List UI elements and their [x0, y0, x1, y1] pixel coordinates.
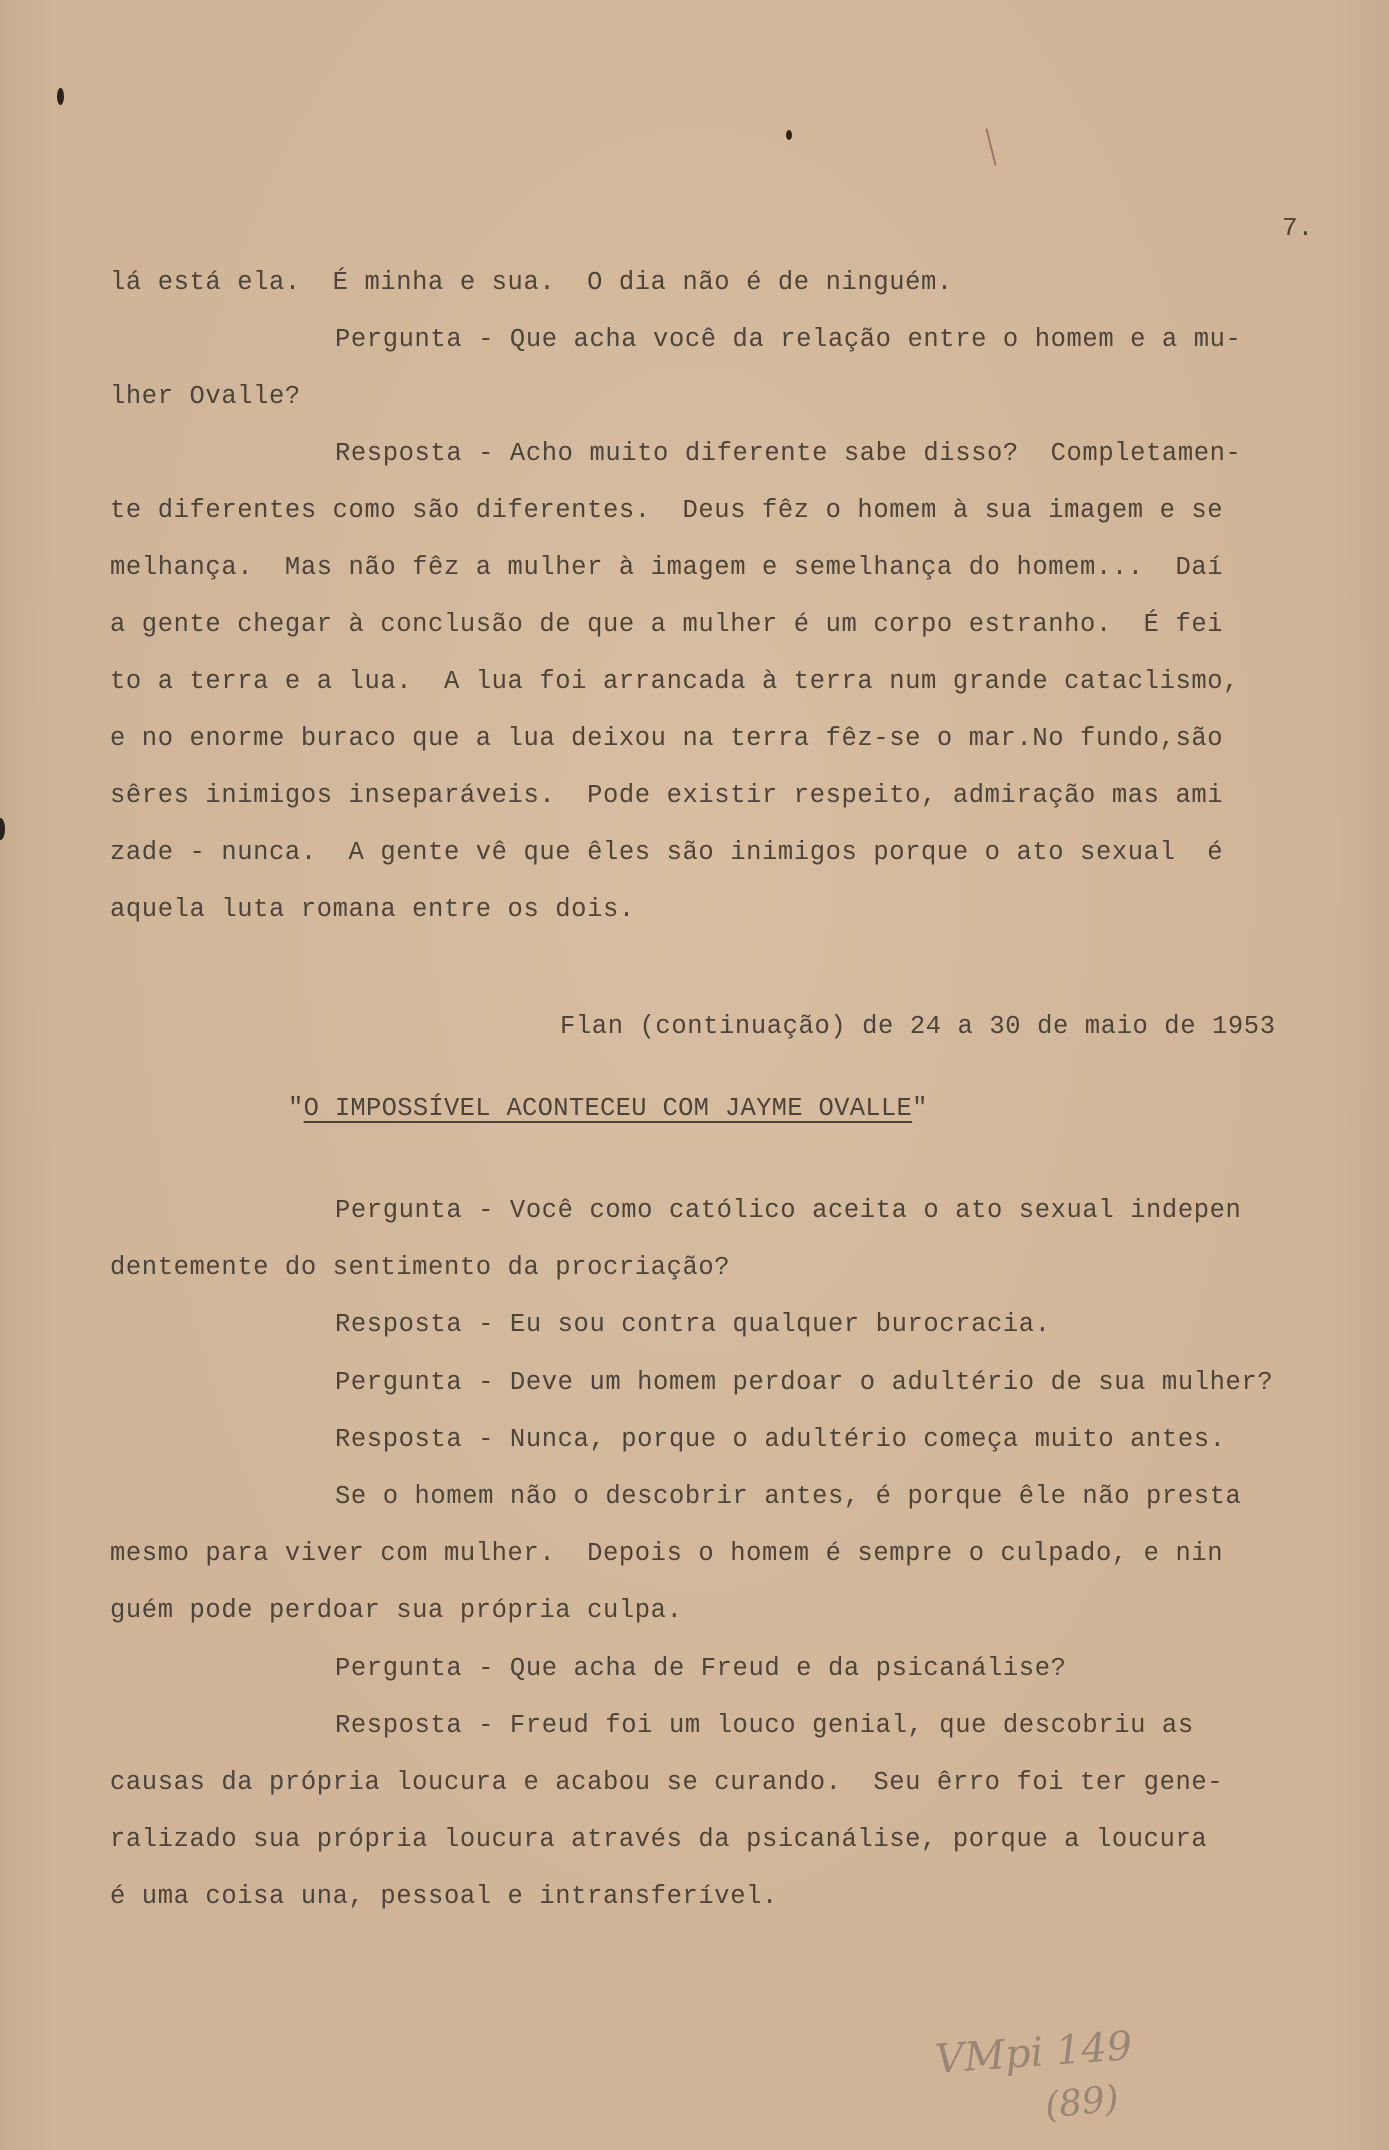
answer-line: melhança. Mas não fêz a mulher à imagem e semelhança do homem... Daí — [110, 553, 1224, 582]
title-open-quote: " — [288, 1094, 304, 1123]
paragraph-line: lá está ela. É minha e sua. O dia não é de ninguém. — [110, 268, 953, 297]
answer-line: sêres inimigos inseparáveis. Pode existir respeito, admiração mas ami — [110, 781, 1224, 810]
answer-line: te diferentes como são diferentes. Deus fêz o homem à sua imagem e se — [110, 496, 1224, 525]
interview-line: Resposta - Eu sou contra qualquer burocracia. — [335, 1310, 1051, 1339]
interview-line: Resposta - Freud foi um louco genial, que descobriu as — [335, 1711, 1194, 1740]
answer-line: aquela luta romana entre os dois. — [110, 895, 635, 924]
answer-line: to a terra e a lua. A lua foi arrancada à terra num grande cataclismo, — [110, 667, 1240, 696]
interview-line: causas da própria loucura e acabou se curando. Seu êrro foi ter gene- — [110, 1768, 1224, 1797]
question-line: Pergunta - Que acha você da relação entre o homem e a mu- — [335, 325, 1242, 354]
interview-line: dentemente do sentimento da procriação? — [110, 1253, 731, 1282]
answer-line: a gente chegar à conclusão de que a mulher é um corpo estranho. É fei — [110, 610, 1224, 639]
interview-line: Pergunta - Você como católico aceita o ato sexual indepen — [335, 1196, 1242, 1225]
source-citation: Flan (continuação) de 24 a 30 de maio de 1953 — [560, 1012, 1276, 1041]
article-title — [288, 1094, 928, 1123]
interview-line: é uma coisa una, pessoal e intransferível. — [110, 1882, 778, 1911]
interview-line: guém pode perdoar sua própria culpa. — [110, 1596, 683, 1625]
archive-annotation-sub: (89) — [1043, 2078, 1121, 2127]
paper-blemish — [0, 818, 5, 840]
interview-line: mesmo para viver com mulher. Depois o homem é sempre o culpado, e nin — [110, 1539, 1224, 1568]
archive-annotation: VMpi 149 — [933, 2023, 1134, 2083]
answer-line: zade - nunca. A gente vê que êles são inimigos porque o ato sexual é — [110, 838, 1224, 867]
title-close-quote: " — [912, 1094, 928, 1123]
question-line: lher Ovalle? — [110, 382, 301, 411]
interview-line: Pergunta - Que acha de Freud e da psicanálise? — [335, 1654, 1067, 1683]
interview-line: Resposta - Nunca, porque o adultério começa muito antes. — [335, 1425, 1226, 1454]
answer-line: e no enorme buraco que a lua deixou na terra fêz-se o mar.No fundo,são — [110, 724, 1224, 753]
interview-line: Se o homem não o descobrir antes, é porque êle não presta — [335, 1482, 1242, 1511]
page-number: 7. — [1282, 213, 1314, 243]
paper-scratch — [985, 128, 996, 165]
paper-blemish — [57, 88, 64, 105]
interview-line: ralizado sua própria loucura através da psicanálise, porque a loucura — [110, 1825, 1208, 1854]
title-text: O IMPOSSÍVEL ACONTECEU COM JAYME OVALLE — [303, 1094, 913, 1123]
paper-blemish — [786, 130, 792, 140]
interview-line: Pergunta - Deve um homem perdoar o adultério de sua mulher? — [335, 1368, 1274, 1397]
answer-line: Resposta - Acho muito diferente sabe disso? Completamen- — [335, 439, 1242, 468]
